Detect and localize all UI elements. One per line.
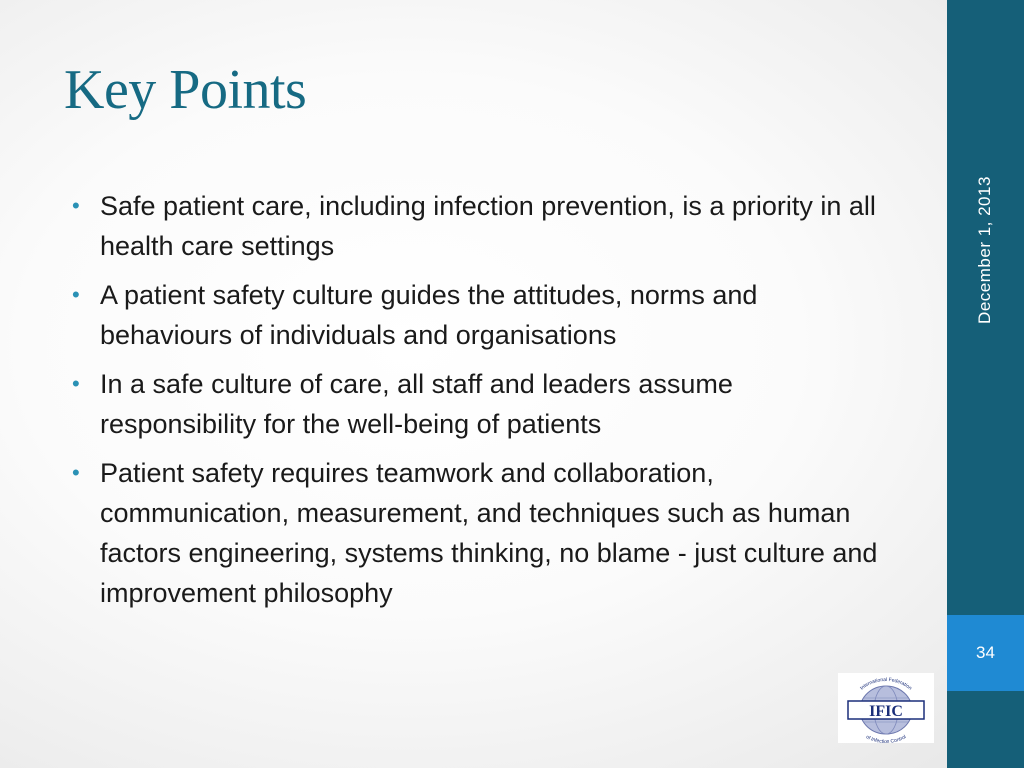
logo-arc-bottom: of Infection Control [864, 734, 908, 743]
page-number: 34 [976, 643, 995, 662]
bullet-list [72, 186, 892, 622]
bullet-marker: • [72, 460, 80, 485]
bullet-item [72, 364, 892, 444]
slide-title: Key Points [64, 59, 307, 121]
bullet-text: Patient safety requires teamwork and collaboration, communication, measurement, and techniques such as human factors engineering, systems thinking, no blame - just culture and improvement philosophy [100, 458, 878, 608]
bullet-text: In a safe culture of care, all staff and leaders assume responsibility for the well-being of patients [100, 369, 733, 439]
bullet-text: A patient safety culture guides the attitudes, norms and behaviours of individuals and organisations [100, 280, 758, 350]
logo-arc-top: International Federation [859, 676, 913, 692]
date-label: December 1, 2013 [975, 176, 994, 324]
ific-logo [838, 673, 934, 743]
bullet-item [72, 275, 892, 355]
bullet-marker: • [72, 371, 80, 396]
bullet-marker: • [72, 282, 80, 307]
page-number-box [947, 615, 1024, 691]
bullet-item [72, 453, 892, 613]
bullet-marker: • [72, 193, 80, 218]
bullet-item [72, 186, 892, 266]
logo-text: IFIC [869, 703, 903, 720]
bullet-text: Safe patient care, including infection prevention, is a priority in all health care settings [100, 191, 876, 261]
